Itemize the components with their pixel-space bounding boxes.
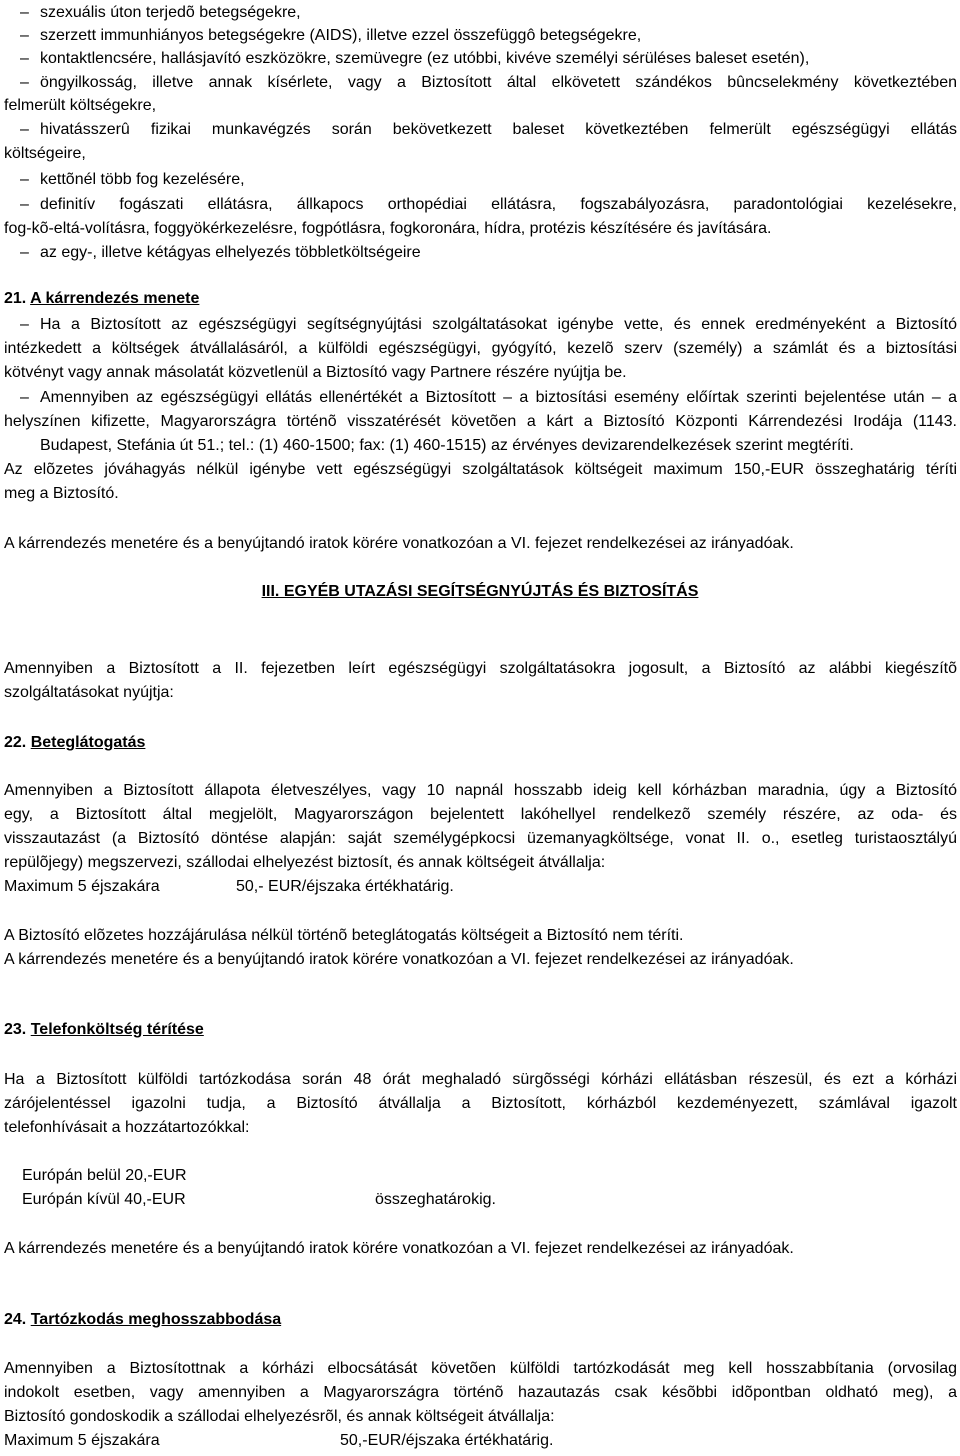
paragraph-line: repülõjegy) megszervezi, szállodai elhelyezést biztosít, és annak költségeit átvállalja: <box>4 854 606 871</box>
paragraph-line: A kárrendezés menetére és a benyújtandó iratok körére vonatkozóan a VI. fejezet rendelkezései az irányadóak. <box>4 1240 794 1257</box>
paragraph-line: A kárrendezés menetére és a benyújtandó iratok körére vonatkozóan a VI. fejezet rendelkezései az irányadóak. <box>4 535 794 552</box>
section-title: A kárrendezés menete <box>30 290 200 307</box>
chapter-title <box>0 580 960 603</box>
section-21-heading <box>4 287 199 310</box>
paragraph-line: Amennyiben a Biztosított állapota életveszélyes, vagy 10 napnál hosszabb ideig kell kórházban maradnia, úgy a Biztosító <box>4 782 957 799</box>
paragraph-line: telefonhívásait a hozzátartozókkal: <box>4 1119 250 1136</box>
paragraph-line: A Biztosító elõzetes hozzájárulása nélkül történõ beteglátogatás költségeit a Biztosító nem téríti. <box>4 927 684 944</box>
section-number: 24. <box>4 1311 27 1328</box>
section-number: 21. <box>4 290 27 307</box>
paragraph-line: A kárrendezés menetére és a benyújtandó iratok körére vonatkozóan a VI. fejezet rendelkezései az irányadóak. <box>4 951 794 968</box>
section-title: Beteglátogatás <box>30 734 146 751</box>
paragraph-line: – Amennyiben az egészségügyi ellátás ellenértékét a Biztosított – a biztosítási esemény előírtak szerinti bejelentése után – a <box>40 386 957 409</box>
paragraph-line: Ha a Biztosított külföldi tartózkodása során 48 órát meghaladó sürgõsségi kórházi ellátásban részesül, és ezt a kórházi <box>4 1071 957 1088</box>
limit-europe-inside: Európán belül 20,-EUR <box>22 1167 187 1184</box>
list-item: – kettõnél több fog kezelésére, <box>40 168 245 191</box>
section-23-heading <box>4 1018 204 1041</box>
paragraph-line: helyszínen kifizette, Magyarországra történõ visszatérését követõen a kárt a Biztosító Központi Kárrendezési Irodája (1143. <box>4 413 957 430</box>
paragraph-line: Amennyiben a Biztosított a II. fejezetben leírt egészségügyi szolgáltatásokra jogosult, a Biztosító az alábbi kiegészítõ <box>4 660 957 677</box>
list-item: – az egy-, illetve kétágyas elhelyezés többletköltségeire <box>40 241 421 264</box>
paragraph-line: Az elõzetes jóváhagyás nélkül igénybe vett egészségügyi szolgáltatások költségeit maximum 150,-EUR összeghatárig téríti <box>4 461 957 478</box>
paragraph-line: Biztosító gondoskodik a szállodai elhelyezésrõl, és annak költségeit átvállalja: <box>4 1408 555 1425</box>
max-nights-value: 50,- EUR/éjszaka értékhatárig. <box>236 878 454 895</box>
limit-europe-outside: Európán kívül 40,-EUR <box>22 1191 186 1208</box>
list-item: – kontaktlencsére, hallásjavító eszközökre, szemüvegre (ez utóbbi, kivéve személyi sérüléses baleset esetén), <box>40 47 809 70</box>
list-item: – szexuális úton terjedõ betegségekre, <box>40 1 301 24</box>
section-number: 23. <box>4 1021 27 1038</box>
list-item: – öngyilkosság, illetve annak kísérlete, vagy a Biztosított által elkövetett szándékos bûncselekmény következtében <box>40 71 957 94</box>
paragraph-line: meg a Biztosító. <box>4 485 119 502</box>
section-24-heading <box>4 1308 281 1331</box>
paragraph-line: visszautazást (a Biztosító döntése alapján: saját személygépkocsi üzemanyagköltsége, vonat II. o., esetleg turistaosztályú <box>4 830 957 847</box>
list-item-continuation: felmerült költségekre, <box>4 97 157 114</box>
paragraph-line: egy, a Biztosított által megjelölt, Magyarországon bejelentett lakóhellyel rendelkezõ személy részére, az oda- és <box>4 806 957 823</box>
section-title: Telefonköltség térítése <box>30 1021 204 1038</box>
section-22-heading <box>4 731 145 754</box>
paragraph-line: intézkedett a költségek átvállalásáról, a külföldi egészségügyi, gyógyító, kezelõ szerv (személy) a számlát és a biztosítási <box>4 340 957 357</box>
paragraph-line: zárójelentéssel igazolni tudja, a Biztosító átvállalja a Biztosított, kórházból kezdeményezett, számlával igazolt <box>4 1095 957 1112</box>
paragraph-line: szolgáltatásokat nyújtja: <box>4 684 174 701</box>
paragraph-line: – Ha a Biztosított az egészségügyi segítségnyújtási szolgáltatásokat igénybe vette, és ennek eredményeként a Biztosító <box>40 313 957 336</box>
max-nights-label: Maximum 5 éjszakára <box>4 1432 160 1449</box>
paragraph-line: indokolt esetben, vagy amennyiben a Magyarországra történõ hazautazás csak késõbbi idõpontban oldható meg), a <box>4 1384 957 1401</box>
paragraph-line: kötvényt vagy annak másolatát közvetlenül a Biztosító vagy Partnere részére nyújtja be. <box>4 364 627 381</box>
limit-suffix: összeghatárokig. <box>375 1191 496 1208</box>
max-nights-value: 50,-EUR/éjszaka értékhatárig. <box>340 1432 554 1449</box>
list-item: – definitív fogászati ellátásra, állkapocs orthopédiai ellátásra, fogszabályozásra, paradontológiai kezelésekre, <box>40 193 957 216</box>
max-nights-label: Maximum 5 éjszakára <box>4 878 160 895</box>
paragraph-line: Budapest, Stefánia út 51.; tel.: (1) 460-1500; fax: (1) 460-1515) az érvényes devizarendelkezések szerint megtéríti. <box>40 437 854 454</box>
list-item: – hivatásszerû fizikai munkavégzés során bekövetkezett baleset következtében felmerült egészségügyi ellátás <box>40 118 957 141</box>
list-item-continuation: fog-kõ-eltá-volításra, foggyökérkezelésre, fogpótlásra, fogkoronára, hídra, protézis készítésére és javítására. <box>4 220 772 237</box>
section-number: 22. <box>4 734 27 751</box>
list-item-continuation: költségeire, <box>4 145 86 162</box>
chapter-title-text: III. EGYÉB UTAZÁSI SEGÍTSÉGNYÚJTÁS ÉS BIZTOSÍTÁS <box>261 583 699 600</box>
paragraph-line: Amennyiben a Biztosítottnak a kórházi elbocsátását követõen külföldi tartózkodását meg kell hosszabbítania (orvosilag <box>4 1360 957 1377</box>
section-title: Tartózkodás meghosszabbodása <box>30 1311 282 1328</box>
list-item: – szerzett immunhiányos betegségekre (AIDS), illetve ezzel összefüggô betegségekre, <box>40 24 641 47</box>
